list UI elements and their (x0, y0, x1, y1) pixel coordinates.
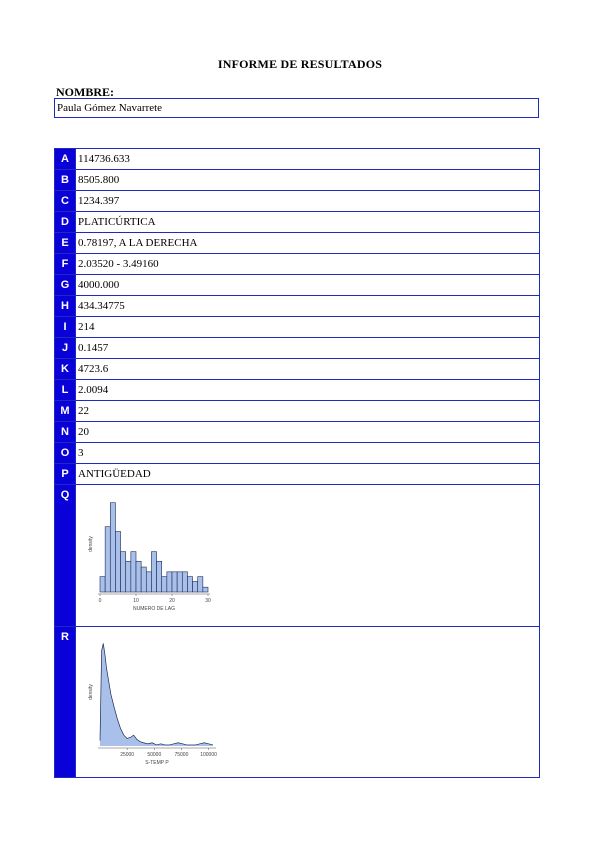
x-tick-label: 100000 (200, 752, 217, 758)
table-row (55, 149, 540, 170)
table-row (55, 401, 540, 422)
row-value: 0.1457 (76, 338, 540, 359)
name-field: Paula Gómez Navarrete (54, 98, 539, 118)
row-letter: L (55, 380, 76, 401)
table-row-r (55, 627, 540, 778)
row-letter: P (55, 464, 76, 485)
chart-cell-r (76, 627, 540, 778)
row-value: PLATICÚRTICA (76, 212, 540, 233)
x-axis-label: S-TEMP P (145, 760, 169, 766)
histogram-bar (121, 552, 126, 592)
report-title: INFORME DE RESULTADOS (217, 57, 383, 71)
row-letter: B (55, 170, 76, 191)
histogram-bar (177, 572, 182, 592)
histogram-bar (141, 567, 146, 592)
row-letter: N (55, 422, 76, 443)
histogram-bar (193, 581, 198, 592)
row-value: 434.34775 (76, 296, 540, 317)
x-tick-label: 20 (169, 598, 175, 604)
row-value: ANTIGÜEDAD (76, 464, 540, 485)
histogram-bar (110, 503, 115, 592)
x-tick-label: 25000 (120, 752, 135, 758)
row-letter: O (55, 443, 76, 464)
y-axis-label: density (88, 684, 94, 700)
table-row (55, 212, 540, 233)
histogram-bar (100, 577, 105, 592)
x-tick-label: 75000 (174, 752, 189, 758)
row-letter: M (55, 401, 76, 422)
row-letter: J (55, 338, 76, 359)
table-row-q (55, 485, 540, 627)
row-value: 0.78197, A LA DERECHA (76, 233, 540, 254)
row-letter: D (55, 212, 76, 233)
histogram-chart (78, 488, 378, 623)
histogram-bar (198, 577, 203, 592)
row-value: 8505.800 (76, 170, 540, 191)
histogram-bar (187, 577, 192, 592)
histogram-bar (105, 527, 110, 592)
row-value: 2.03520 - 3.49160 (76, 254, 540, 275)
histogram-bar (146, 572, 151, 592)
row-value: 1234.397 (76, 191, 540, 212)
histogram-bar (136, 561, 141, 592)
row-value: 22 (76, 401, 540, 422)
row-letter: R (55, 627, 76, 778)
row-letter: Q (55, 485, 76, 627)
x-tick-label: 50000 (147, 752, 162, 758)
name-label: NOMBRE: (56, 85, 114, 99)
density-area (100, 643, 213, 746)
histogram-bar (115, 532, 120, 592)
histogram-bar (167, 572, 172, 592)
y-axis-label: density (88, 536, 94, 552)
table-row (55, 317, 540, 338)
row-letter: E (55, 233, 76, 254)
histogram-bar (157, 561, 162, 592)
row-letter: G (55, 275, 76, 296)
row-value: 20 (76, 422, 540, 443)
row-letter: H (55, 296, 76, 317)
row-letter: K (55, 359, 76, 380)
row-letter: F (55, 254, 76, 275)
row-value: 2.0094 (76, 380, 540, 401)
table-row (55, 422, 540, 443)
table-row (55, 191, 540, 212)
density-chart (78, 630, 378, 774)
table-row (55, 338, 540, 359)
table-row (55, 359, 540, 380)
x-tick-label: 30 (205, 598, 211, 604)
row-value: 3 (76, 443, 540, 464)
table-row (55, 170, 540, 191)
table-row (55, 380, 540, 401)
x-tick-label: 10 (133, 598, 139, 604)
row-letter: I (55, 317, 76, 338)
table-row (55, 443, 540, 464)
row-letter: C (55, 191, 76, 212)
table-row (55, 296, 540, 317)
x-tick-label: 0 (98, 598, 102, 604)
table-row (55, 275, 540, 296)
histogram-bar (182, 572, 187, 592)
row-value: 114736.633 (76, 149, 540, 170)
results-table (54, 148, 540, 778)
histogram-bar (126, 561, 131, 592)
row-value: 4000.000 (76, 275, 540, 296)
row-value: 214 (76, 317, 540, 338)
table-row (55, 254, 540, 275)
histogram-bar (162, 577, 167, 592)
chart-cell-q (76, 485, 540, 627)
histogram-bar (203, 587, 208, 592)
table-row (55, 464, 540, 485)
histogram-bar (131, 552, 136, 592)
row-value: 4723.6 (76, 359, 540, 380)
histogram-bar (172, 572, 177, 592)
row-letter: A (55, 149, 76, 170)
table-row (55, 233, 540, 254)
histogram-bar (151, 552, 156, 592)
x-axis-label: NUMERO DE LAG (133, 606, 175, 612)
